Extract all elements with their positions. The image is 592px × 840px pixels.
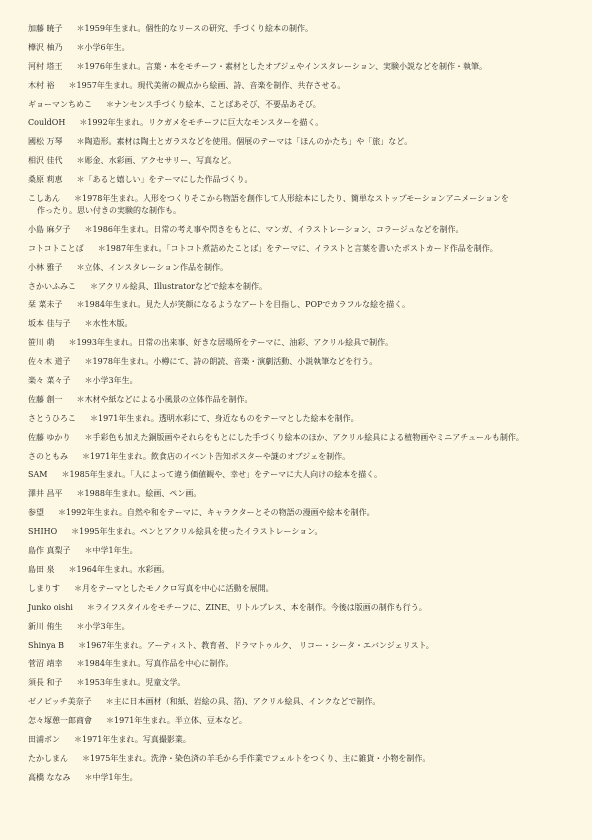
artist-name: 河村 塔王 [28, 61, 63, 71]
artist-entry [28, 507, 570, 519]
artist-entry [28, 262, 570, 274]
artist-description: ＊1953年生まれ。児童文学。 [76, 678, 186, 688]
artist-description: ＊ナンセンス手づくり絵本、ことばあそび、不要品あそび。 [106, 99, 321, 109]
artist-description: ＊手彩色も加えた銅版画やそれらをもとにした手づくり絵本のほか、アクリル絵具による植物画やミニアチュールも制作。 [84, 432, 524, 442]
artist-name: 新川 侑生 [28, 621, 63, 631]
artist-entry [28, 136, 570, 148]
artist-description: ＊1984年生まれ。写真作品を中心に制作。 [76, 659, 234, 669]
artist-description: ＊「あると嬉しい」をテーマにした作品づくり。 [76, 175, 253, 185]
artist-name: 高橋 ななみ [28, 772, 71, 782]
artist-description: ＊小学3年生。 [84, 376, 138, 386]
artist-entry [28, 23, 570, 35]
artist-name: 加藤 暁子 [28, 24, 63, 33]
artist-description: ＊水性木版。 [84, 319, 133, 329]
artist-description: ＊主に日本画材（和紙、岩絵の具、箔)、アクリル絵具、インクなどで制作。 [105, 697, 381, 707]
artist-entry [28, 583, 570, 595]
artist-description: ＊1993年生まれ。日常の出来事、好きな居場所をテーマに、油彩、アクリル絵具で制作。 [68, 338, 394, 348]
artist-name: 島田 泉 [28, 564, 55, 574]
artist-description: ＊立体、インスタレーション作品を制作。 [76, 262, 228, 272]
artist-name: ギョーマンちめこ [28, 99, 92, 109]
artist-description: ＊アクリル絵具、Illustratorなどで絵本を制作。 [90, 281, 267, 291]
artist-name: 澤井 昌平 [28, 489, 63, 499]
artist-entry [28, 375, 570, 387]
artist-description: ＊彫金、水彩画、アクセサリー、写真など。 [76, 156, 236, 166]
artist-entry [28, 451, 570, 463]
artist-entry [28, 526, 570, 538]
artist-entry [28, 658, 570, 670]
artist-description: ＊1986年生まれ。日常の考え事や閃きをもとに、マンガ、イラストレーション、コラージュなどを制作。 [84, 224, 464, 234]
artist-description: ＊1988年生まれ。絵画、ペン画。 [76, 489, 202, 499]
artist-description: ＊1985年生まれ。「人によって違う価値観や、幸せ」をテーマに大人向けの絵本を描く。 [61, 470, 382, 480]
artist-entry [28, 42, 570, 54]
artist-description: ＊中学1年生。 [84, 546, 138, 556]
artist-description: ＊1971年生まれ。半立体、豆本など。 [106, 716, 247, 726]
artist-entry [28, 337, 570, 349]
artist-entry [28, 621, 570, 633]
artist-entry [28, 677, 570, 689]
artist-entry [28, 488, 570, 500]
artist-name: 菅沼 靖幸 [28, 659, 63, 669]
artist-entry [28, 174, 570, 186]
artist-entry [28, 117, 570, 129]
artist-description: ＊1978年生まれ。小樽にて、詩の朗読、音楽・演劇活動、小説執筆などを行う。 [84, 357, 378, 367]
artist-name: 佐藤 ゆかり [28, 432, 71, 442]
artist-entry [28, 394, 570, 406]
artist-name: 小島 麻夕子 [28, 224, 71, 234]
artist-description-continued: 作ったり。思い付きの実験的な制作も。 [37, 206, 181, 216]
artist-entry [28, 432, 570, 444]
artist-description: ＊1978年生まれ。人形をつくりそこから物語を創作して人形絵本にしたり、簡単なストップモーションアニメーションを [74, 194, 509, 204]
artist-entry [28, 413, 570, 425]
artist-name: 島作 真梨子 [28, 546, 71, 556]
artist-name: SAM [28, 470, 48, 480]
artist-description: ＊1987年生まれ。「コトコト煮詰めたことば」をテーマに、イラストと言葉を書いたポストカード作品を制作。 [97, 243, 498, 253]
artist-description: ＊1992年生まれ。リクガメをモチーフに巨大なモンスターを描く。 [79, 118, 324, 128]
artist-entry [28, 281, 570, 293]
artist-entry [28, 734, 570, 746]
artist-entry [28, 715, 570, 727]
artist-description: ＊1967年生まれ。アーティスト、教育者、ドラマトゥルク、 リコー・シータ・エバンジェリスト。 [78, 640, 434, 650]
artist-name: 楽々 菜々子 [28, 376, 71, 386]
artist-name: さかいふみこ [28, 281, 76, 291]
artist-name: 佐藤 創一 [28, 394, 63, 404]
artist-entry [28, 356, 570, 368]
artist-name: 須長 和子 [28, 678, 63, 688]
artist-description: ＊1971年生まれ。飲食店のイベント告知ポスターや謎のオブジェを制作。 [82, 451, 351, 461]
artist-entry [28, 753, 570, 765]
artist-description: ＊中学1年生。 [84, 772, 138, 782]
artist-name: 田浦ボン [28, 734, 60, 744]
artist-entry [28, 318, 570, 330]
artist-name: CouldOH [28, 118, 66, 128]
artist-description: ＊1975年生まれ。洗浄・染色済の羊毛から手作業でフェルトをつくり、主に雑貨・小物を制作。 [82, 753, 431, 763]
artist-entry [28, 299, 570, 311]
artist-description: ＊1984年生まれ。見た人が笑顔になるようなアートを目指し、POPでカラフルな絵を描く。 [76, 300, 410, 310]
artist-name: 坂本 佳与子 [28, 319, 71, 329]
artist-name: 桑原 莉恵 [28, 175, 63, 185]
artist-name: ゼノビッチ美奈子 [28, 697, 92, 707]
artist-description: ＊1964年生まれ。水彩画。 [68, 564, 170, 574]
artist-name: 笹川 萌 [28, 338, 55, 348]
artist-name: 怎々塚憩一郎商會 [28, 716, 92, 726]
artist-entry [28, 696, 570, 708]
artist-description: ＊陶造形。素材は陶土とガラスなどを使用。個展のテーマは「ほんのかたち」や「旅」など。 [76, 137, 413, 147]
artist-description: ＊1957年生まれ。現代美術の観点から絵画、詩、音楽を制作、共存させる。 [68, 80, 346, 90]
artist-entry [28, 224, 570, 236]
artist-entry [28, 545, 570, 557]
artist-name: 参望 [28, 508, 44, 518]
artist-name: たかしまん [28, 753, 68, 763]
artist-name: SHIHO [28, 527, 58, 537]
artist-entry [28, 243, 570, 255]
artist-name: Junko oishi [28, 602, 73, 612]
artist-name: 樺沢 柚乃 [28, 42, 63, 52]
artist-entry [28, 564, 570, 576]
artist-name: 栞 菜未子 [28, 300, 63, 310]
artist-name: 國松 万琴 [28, 137, 63, 147]
artist-name: 小林 雅子 [28, 262, 63, 272]
artist-name: こしあん [28, 194, 60, 204]
artist-name: 相沢 佳代 [28, 156, 63, 166]
artist-name: 木村 裕 [28, 80, 55, 90]
artist-entry [28, 61, 570, 73]
artist-description: ＊小学6年生。 [76, 42, 130, 52]
artist-description: ＊1995年生まれ。ペンとアクリル絵具を使ったイラストレーション。 [71, 527, 323, 537]
artist-description: ＊1971年生まれ。写真撮影業。 [74, 734, 191, 744]
artist-name: コトコトことば [28, 243, 84, 253]
artist-entry [28, 99, 570, 111]
artist-description: ＊ライフスタイルをモチーフに、ZINE、リトルプレス、本を制作。今後は版画の制作も行う。 [86, 602, 427, 612]
artist-description: ＊1992年生まれ。自然や和をテーマに、キャラクターとその物語の漫画や絵本を制作。 [58, 508, 375, 518]
artist-description: ＊木材や紙などによる小風景の立体作品を制作。 [76, 394, 253, 404]
artist-description: ＊月をテーマとしたモノクロ写真を中心に活動を展開。 [74, 583, 274, 593]
artist-name: さとうひろこ [28, 413, 76, 423]
artist-name: さのともみ [28, 451, 68, 461]
artist-entry [28, 80, 570, 92]
artist-entry [28, 772, 570, 784]
artist-name: しまりす [28, 583, 60, 593]
artist-description: ＊1976年生まれ。言葉・本をモチーフ・素材としたオブジェやインスタレーション、実験小説などを制作・執筆。 [76, 61, 488, 71]
artist-entry [28, 602, 570, 614]
artist-description: ＊1959年生まれ。個性的なリースの研究、手づくり絵本の制作。 [76, 24, 313, 33]
artist-entry [28, 193, 570, 217]
artist-entry [28, 469, 570, 481]
artist-name: Shinya B [28, 640, 65, 650]
artist-description: ＊小学3年生。 [76, 621, 130, 631]
artist-entry [28, 640, 570, 652]
artist-description: ＊1971年生まれ。透明水彩にて、身近なものをテーマとした絵本を制作。 [90, 413, 359, 423]
artist-name: 佐々木 道子 [28, 357, 71, 367]
artist-entry [28, 155, 570, 167]
